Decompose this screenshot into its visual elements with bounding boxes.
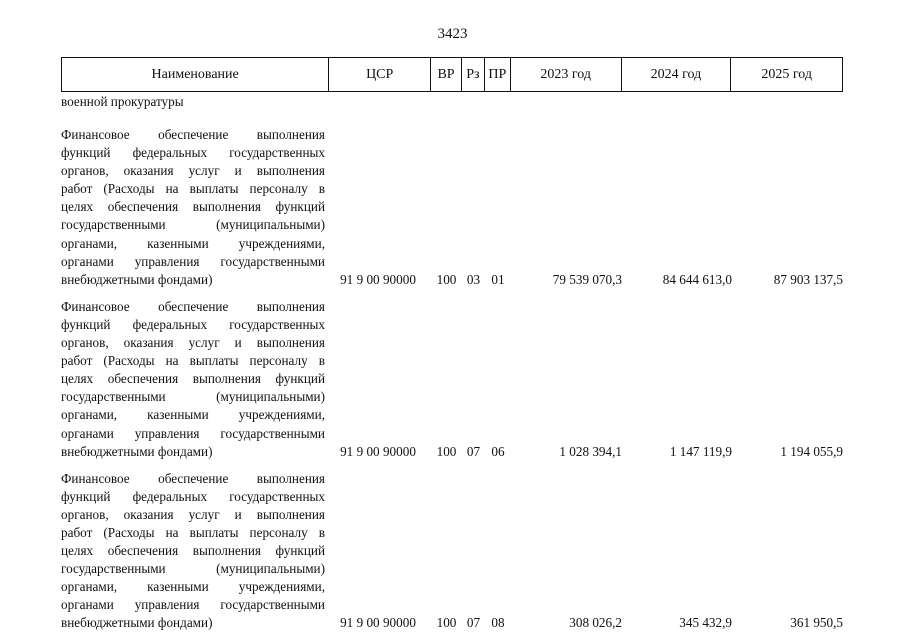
name-line: целях обеспечения выполнения функций	[61, 199, 325, 215]
name-line: государственными (муниципальными)	[61, 217, 325, 233]
name-line: органов, оказания услуг и выполнения	[61, 506, 325, 522]
continuation-text: военной прокуратуры	[61, 94, 184, 109]
name-line: органами, казенными учреждениями,	[61, 407, 325, 423]
table-header	[61, 57, 843, 92]
name-line: целях обеспечения выполнения функций	[61, 543, 325, 559]
row-csr: 91 9 00 90000	[340, 443, 416, 459]
row-csr: 91 9 00 90000	[340, 271, 416, 287]
row-rz: 07	[466, 443, 481, 459]
header-pr: ПР	[485, 58, 511, 91]
row-vr: 100	[436, 615, 457, 631]
name-line: внебюджетными фондами)	[61, 615, 213, 631]
table-body	[61, 93, 843, 633]
name-line: функций федеральных государственных	[61, 316, 325, 332]
name-line: целях обеспечения выполнения функций	[61, 371, 325, 387]
table-row	[61, 470, 843, 633]
name-line: органов, оказания услуг и выполнения	[61, 335, 325, 351]
name-line: органами управления государственными	[61, 597, 325, 613]
name-line: государственными (муниципальными)	[61, 389, 325, 405]
header-rz: Рз	[462, 58, 485, 91]
row-pr: 06	[491, 443, 505, 459]
row-rz: 03	[466, 271, 481, 287]
name-line: работ (Расходы на выплаты персоналу в	[61, 353, 325, 369]
name-line: функций федеральных государственных	[61, 145, 325, 161]
row-2023: 79 539 070,3	[552, 271, 622, 287]
page-number: 3423	[437, 26, 468, 42]
row-vr: 100	[436, 443, 457, 459]
row-csr: 91 9 00 90000	[340, 615, 416, 631]
name-line: органами, казенными учреждениями,	[61, 579, 325, 595]
header-2024: 2024 год	[622, 58, 732, 91]
name-line: Финансовое обеспечение выполнения	[61, 127, 325, 142]
name-line: органов, оказания услуг и выполнения	[61, 163, 325, 179]
header-2023: 2023 год	[511, 58, 622, 91]
name-line: Финансовое обеспечение выполнения	[61, 298, 325, 314]
row-2025: 1 194 055,9	[780, 443, 843, 459]
row-2024: 84 644 613,0	[662, 271, 732, 287]
table-row	[61, 126, 843, 289]
name-line: внебюджетными фондами)	[61, 271, 213, 287]
name-line: государственными (муниципальными)	[61, 561, 325, 577]
row-pr: 08	[491, 615, 505, 631]
row-2023: 1 028 394,1	[559, 443, 622, 459]
header-name: Наименование	[62, 58, 329, 91]
row-vr: 100	[436, 271, 457, 287]
name-line: работ (Расходы на выплаты персоналу в	[61, 181, 325, 197]
header-vr: ВР	[431, 58, 462, 91]
name-line: органами управления государственными	[61, 253, 325, 269]
name-line: функций федеральных государственных	[61, 488, 325, 504]
name-line: Финансовое обеспечение выполнения	[61, 470, 325, 486]
header-2025: 2025 год	[761, 66, 812, 82]
name-line: органами, казенными учреждениями,	[61, 235, 325, 251]
row-2024: 1 147 119,9	[669, 443, 732, 459]
row-name	[61, 126, 329, 289]
row-rz: 07	[466, 615, 481, 631]
row-name	[61, 470, 329, 633]
row-name	[61, 298, 329, 461]
header-csr: ЦСР	[329, 58, 431, 91]
name-line: работ (Расходы на выплаты персоналу в	[61, 524, 325, 540]
row-2023: 308 026,2	[569, 615, 622, 631]
name-line: внебюджетными фондами)	[61, 443, 213, 459]
table-row	[61, 298, 843, 461]
row-pr: 01	[491, 271, 505, 287]
row-2024: 345 432,9	[679, 615, 732, 631]
name-line: органами управления государственными	[61, 425, 325, 441]
row-2025: 361 950,5	[790, 615, 843, 631]
row-2025: 87 903 137,5	[773, 271, 843, 287]
